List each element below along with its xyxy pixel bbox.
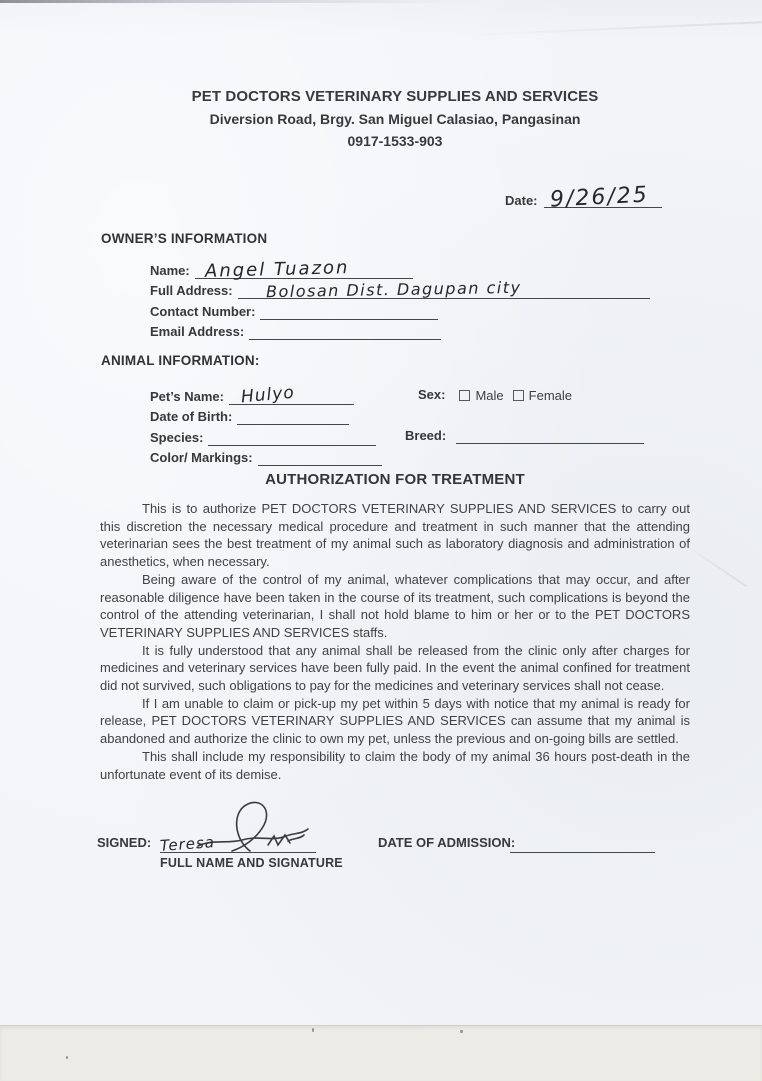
signature-handwritten-name: Teresa: [159, 833, 215, 855]
owner-contact-label: Contact Number:: [150, 304, 255, 320]
breed-line: [456, 423, 644, 444]
owner-email-label: Email Address:: [150, 324, 244, 340]
color-markings-label: Color/ Markings:: [150, 450, 253, 466]
dob-line: [237, 404, 349, 425]
date-field: [505, 183, 662, 208]
signed-line: [160, 826, 316, 853]
owner-name-label: Name:: [150, 263, 190, 279]
animal-section-heading: ANIMAL INFORMATION:: [101, 353, 260, 368]
scan-speck: [460, 1030, 463, 1033]
species-label: Species:: [150, 430, 203, 446]
date-handwritten-value: 9/26/25: [549, 182, 649, 212]
animal-fields: [150, 384, 690, 466]
form-content: [100, 0, 690, 1080]
breed-label: Breed:: [405, 428, 446, 444]
sex-male-checkbox: [459, 390, 470, 401]
authorization-paragraph: This is to authorize PET DOCTORS VETERINARY SUPPLIES AND SERVICES to carry out this discretion the necessary medical procedure and treatment in such manner that the attending veterinarian sees the best treatment of my animal such as laboratory diagnosis and administration of anesthetics, when necessary.: [100, 500, 690, 571]
pet-name-row: [150, 384, 690, 405]
owner-address-line: [238, 278, 650, 299]
scan-speck: [312, 1028, 314, 1032]
owner-name-row: [150, 258, 690, 279]
clinic-phone: 0917-1533-903: [100, 130, 690, 152]
owner-email-row: [150, 320, 690, 341]
full-name-caption: FULL NAME AND SIGNATURE: [160, 856, 343, 870]
sex-label: Sex:: [418, 387, 445, 403]
pet-name-label: Pet’s Name:: [150, 389, 224, 405]
owner-section-heading: OWNER’S INFORMATION: [101, 231, 267, 246]
sex-male-option-label: Male: [475, 388, 503, 403]
authorization-title: AUTHORIZATION FOR TREATMENT: [100, 471, 690, 488]
clinic-address: Diversion Road, Brgy. San Miguel Calasiao, Pangasinan: [100, 108, 690, 130]
owner-fields: [150, 258, 690, 340]
pet-name-line: [229, 384, 354, 405]
signature-section: [100, 826, 690, 886]
owner-name-handwritten-value: Angel Tuazon: [204, 257, 349, 282]
breed-field: [405, 423, 644, 444]
sex-female-option-label: Female: [529, 388, 572, 403]
signed-label: SIGNED:: [97, 835, 151, 850]
date-blank-line: [544, 183, 662, 208]
sex-female-checkbox: [513, 390, 524, 401]
species-line: [208, 425, 376, 446]
admission-date-label: DATE OF ADMISSION:: [378, 835, 515, 850]
pet-name-handwritten-value: Hulyo: [240, 382, 295, 407]
color-markings-line: [258, 445, 382, 466]
scanner-background-strip: [0, 1025, 762, 1081]
owner-contact-line: [260, 299, 438, 320]
clinic-name: PET DOCTORS VETERINARY SUPPLIES AND SERVICES: [100, 86, 690, 108]
owner-address-label: Full Address:: [150, 283, 233, 299]
authorization-paragraph: Being aware of the control of my animal, whatever complications that may occur, and after reasonable diligence have been taken in the course of its treatment, such complications is beyond the control of the attending veterinarian, I shall not hold blame to him or her or to the PET DOCTORS VETERINARY SUPPLIES AND SERVICES staffs.: [100, 571, 690, 642]
owner-address-handwritten-value: Bolosan Dist. Dagupan city: [265, 278, 521, 301]
document-header: [100, 86, 690, 152]
scan-speck: [66, 1056, 68, 1059]
authorization-paragraph: This shall include my responsibility to claim the body of my animal 36 hours post-death in the unfortunate event of its demise.: [100, 748, 690, 783]
dob-label: Date of Birth:: [150, 409, 232, 425]
signature-scribble: [188, 799, 318, 857]
authorization-body: [100, 500, 690, 783]
sex-field: [418, 387, 572, 403]
color-markings-row: [150, 446, 690, 467]
owner-email-line: [249, 319, 441, 340]
date-label: Date:: [505, 193, 538, 208]
species-row: [150, 425, 690, 446]
authorization-paragraph: It is fully understood that any animal shall be released from the clinic only after charges for medicines and veterinary services have been fully paid. In the event the animal confined for treatment did not survived, such obligations to pay for the medicines and veterinary services shall not cease.: [100, 642, 690, 695]
authorization-paragraph: If I am unable to claim or pick-up my pet within 5 days with notice that my animal is ready for release, PET DOCTORS VETERINARY SUPPLIES AND SERVICES can assume that my animal is abandoned and authorize the clinic to own my pet, unless the previous and on-going bills are settled.: [100, 695, 690, 748]
owner-contact-row: [150, 299, 690, 320]
owner-name-line: [195, 258, 413, 279]
owner-address-row: [150, 279, 690, 300]
admission-date-line: [510, 826, 655, 853]
